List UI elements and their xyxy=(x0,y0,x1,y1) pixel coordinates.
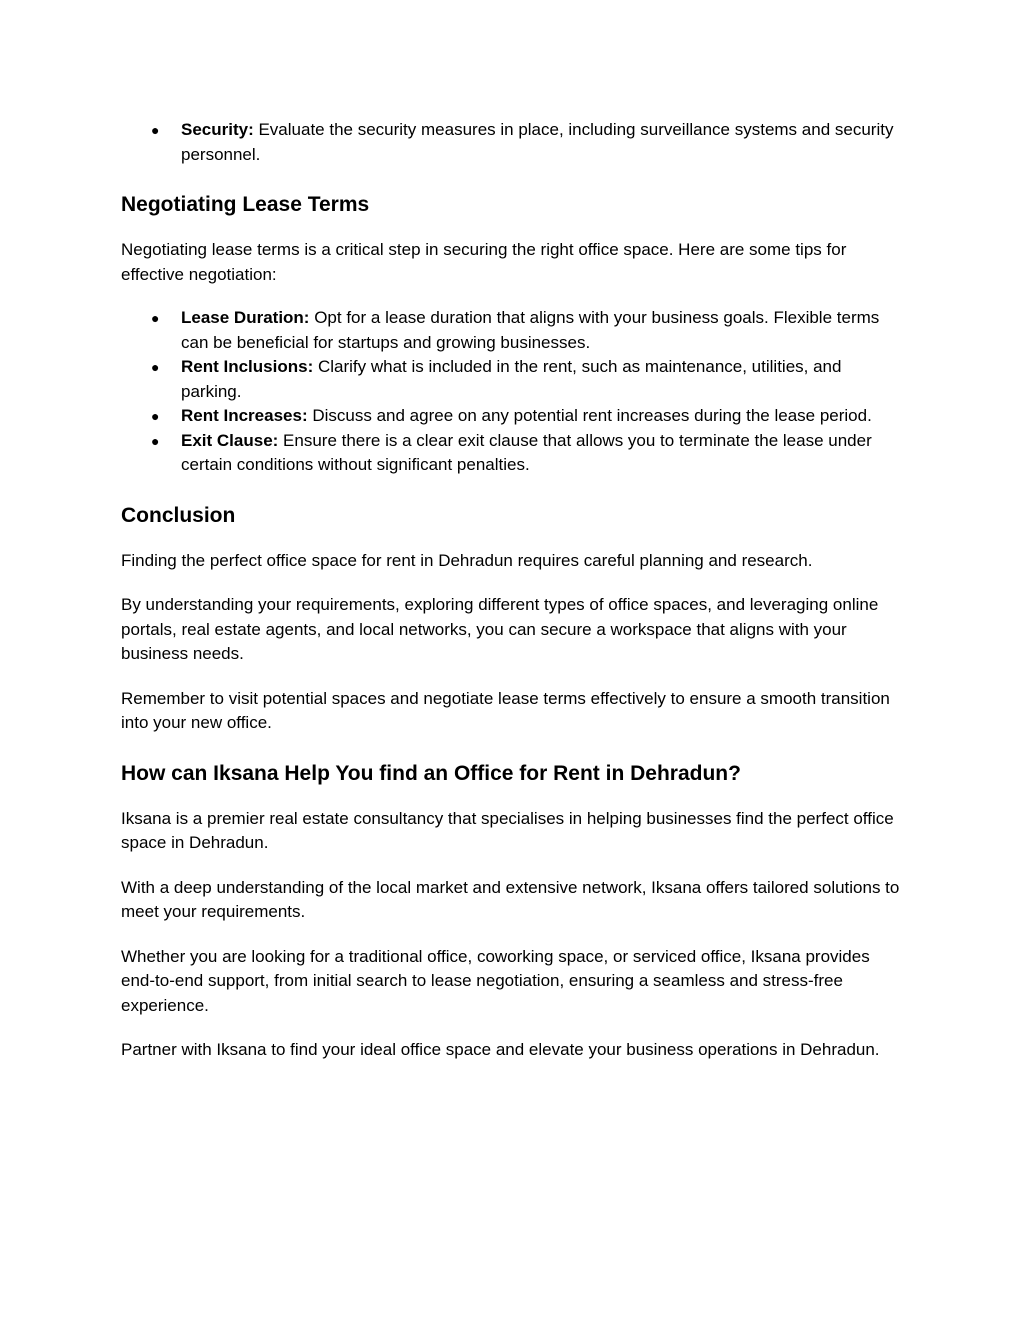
section-heading-negotiating: Negotiating Lease Terms xyxy=(121,193,370,216)
conclusion-paragraph: Remember to visit potential spaces and negotiate lease terms effectively to ensure a smooth transition into your new office. xyxy=(121,688,890,732)
bullet-label: Lease Duration: xyxy=(181,308,310,327)
bullet-icon: ● xyxy=(151,359,160,375)
iksana-paragraph: Iksana is a premier real estate consultancy that specialises in helping businesses find the perfect office space in Dehradun. xyxy=(121,808,894,852)
bullet-text: Opt for a lease duration that aligns with your business goals. Flexible terms can be beneficial for startups and growing businesses. xyxy=(181,308,880,352)
list-item xyxy=(121,118,901,167)
bullet-label: Security: xyxy=(181,120,254,139)
document-page xyxy=(121,118,901,1063)
security-list xyxy=(121,118,901,167)
bullet-label: Rent Increases: xyxy=(181,406,308,425)
bullet-icon: ● xyxy=(151,432,160,449)
iksana-paragraph: Whether you are looking for a traditional office, coworking space, or serviced office, Iksana provides end-to-end support, from initial search to lease negotiation, ensuring a seamless and stress-free experience. xyxy=(121,946,870,1015)
negotiating-intro: Negotiating lease terms is a critical step in securing the right office space. Here are some tips for effective negotiation: xyxy=(121,240,847,284)
bullet-icon: ● xyxy=(151,408,160,424)
conclusion-paragraph: Finding the perfect office space for rent in Dehradun requires careful planning and research. xyxy=(121,550,813,570)
section-heading-conclusion: Conclusion xyxy=(121,503,236,527)
list-item xyxy=(121,404,901,429)
bullet-text: Discuss and agree on any potential rent increases during the lease period. xyxy=(307,406,872,425)
conclusion-paragraph: By understanding your requirements, exploring different types of office spaces, and leveraging online portals, real estate agents, and local networks, you can secure a workspace that aligns with your business needs. xyxy=(121,595,879,663)
iksana-paragraph: With a deep understanding of the local market and extensive network, Iksana offers tailored solutions to meet your requirements. xyxy=(121,877,900,921)
list-item xyxy=(121,306,901,355)
bullet-label: Exit Clause: xyxy=(181,430,279,450)
list-item xyxy=(121,355,901,404)
list-item xyxy=(121,429,901,478)
bullet-text: Ensure there is a clear exit clause that allows you to terminate the lease under certain conditions without significant penalties. xyxy=(181,430,872,474)
bullet-text: Evaluate the security measures in place, including surveillance systems and security personnel. xyxy=(181,120,894,164)
bullet-text: Clarify what is included in the rent, such as maintenance, utilities, and parking. xyxy=(181,357,842,401)
bullet-icon: ● xyxy=(151,310,160,326)
negotiating-list xyxy=(121,306,901,478)
bullet-icon: ● xyxy=(151,122,160,138)
section-heading-iksana: How can Iksana Help You find an Office for Rent in Dehradun? xyxy=(121,761,741,785)
bullet-label: Rent Inclusions: xyxy=(181,357,314,376)
iksana-paragraph: Partner with Iksana to find your ideal office space and elevate your business operations in Dehradun. xyxy=(121,1040,880,1059)
